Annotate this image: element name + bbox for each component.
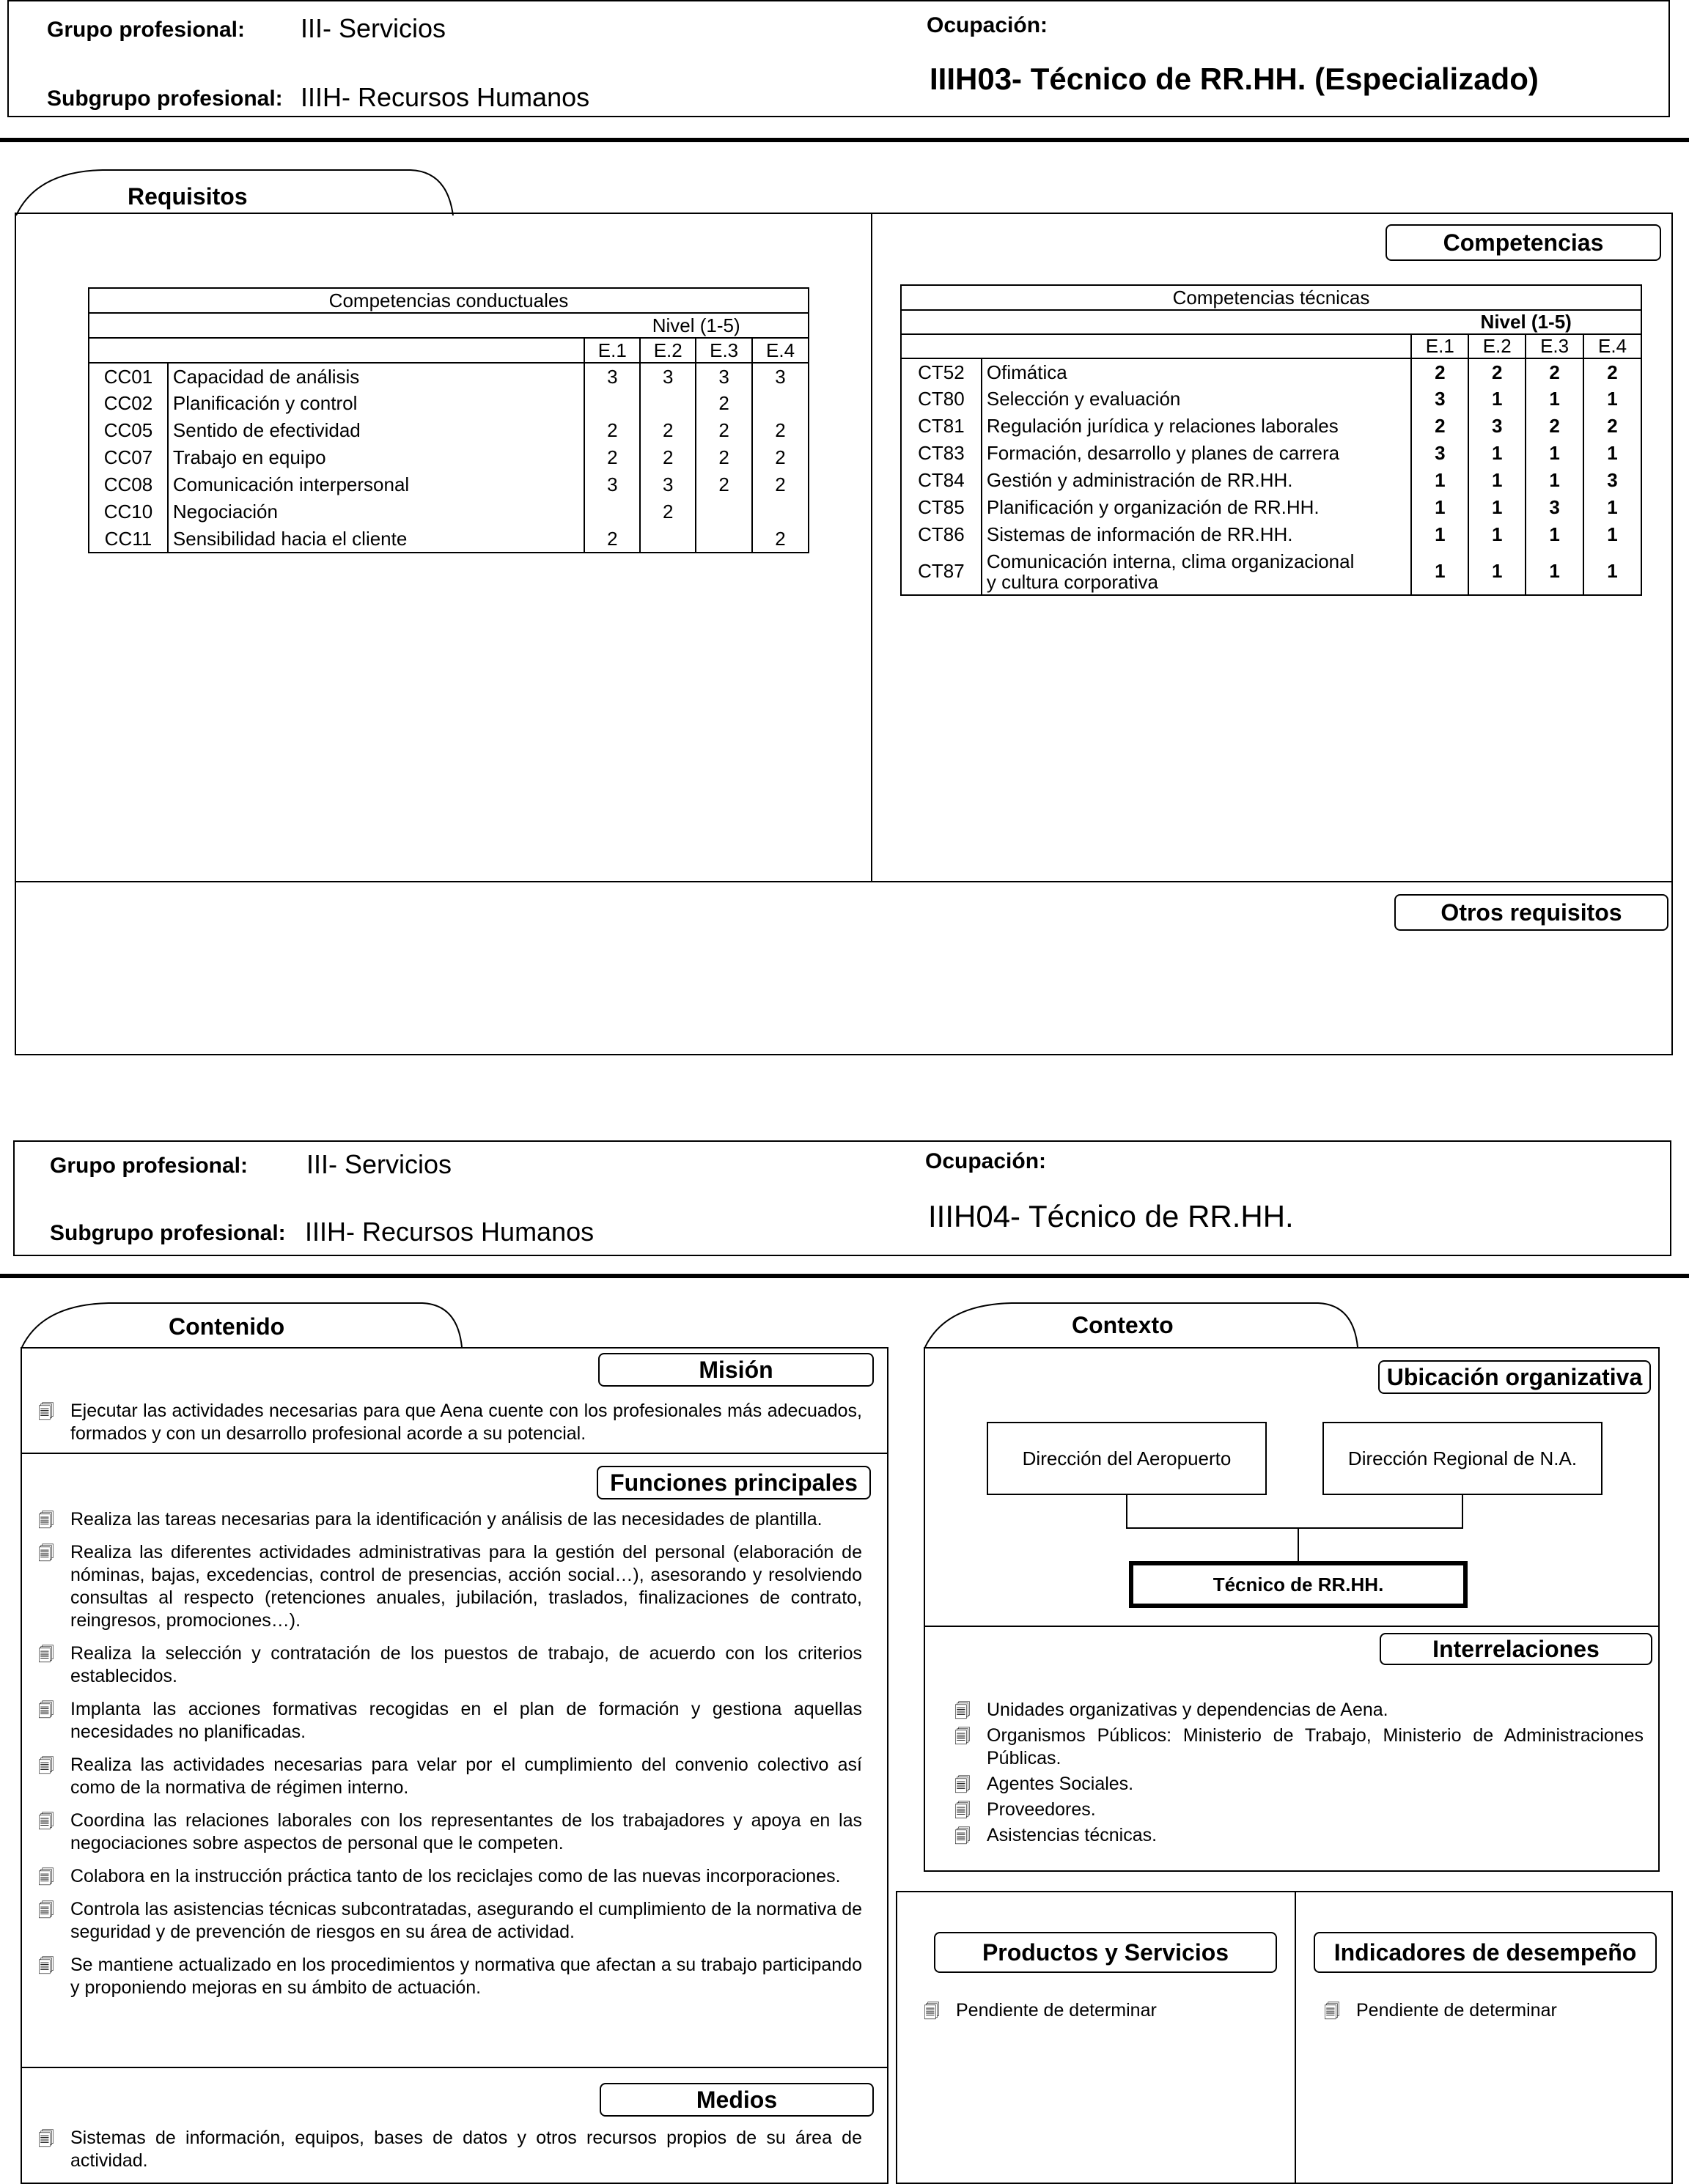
- list-item: Implanta las acciones formativas recogidas en el plan de formación y gestiona aquellas necesidades no planificadas.: [70, 1699, 862, 1742]
- bullet-icon: 🗐: [954, 1728, 971, 1746]
- col-e3: E.3: [1526, 334, 1583, 358]
- level-cell: 1: [1526, 385, 1583, 413]
- competency-name: Sentido de efectividad: [168, 417, 584, 444]
- level-cell: 3: [752, 363, 809, 390]
- level-cell: 2: [752, 417, 809, 444]
- competency-name: Trabajo en equipo: [168, 444, 584, 471]
- productos-divider: [1295, 1891, 1296, 2184]
- level-cell: 2: [696, 444, 752, 471]
- level-cell: 2: [696, 390, 752, 417]
- level-cell: 2: [752, 525, 809, 553]
- grupo-label: Grupo profesional:: [50, 1154, 248, 1178]
- level-cell: 2: [1411, 358, 1468, 385]
- level-cell: [696, 498, 752, 525]
- competency-name: Capacidad de análisis: [168, 363, 584, 390]
- subgrupo-label: Subgrupo profesional:: [47, 86, 283, 111]
- col-e2: E.2: [640, 338, 696, 363]
- conductuales-title: Competencias conductuales: [89, 288, 809, 313]
- org-bottom-box: Técnico de RR.HH.: [1129, 1561, 1468, 1608]
- ubicacion-label: Ubicación organizativa: [1378, 1360, 1651, 1394]
- table-row: [89, 363, 809, 390]
- level-cell: 1: [1468, 385, 1526, 413]
- org-connector: [1298, 1527, 1299, 1563]
- competency-name-line: Comunicación interna, clima organizacional: [986, 550, 1355, 572]
- level-cell: 2: [584, 444, 640, 471]
- table-row: [89, 417, 809, 444]
- list-item: Se mantiene actualizado en los procedimientos y normativa que afectan a su trabajo participando y proponiendo mejoras en su ámbito de actuación.: [70, 1955, 862, 1998]
- level-cell: [640, 390, 696, 417]
- bullet-icon: 🗐: [954, 1828, 971, 1846]
- subgrupo-label: Subgrupo profesional:: [50, 1221, 286, 1245]
- competency-name: Negociación: [168, 498, 584, 525]
- conductuales-table: [88, 287, 809, 553]
- competency-code: CT87: [901, 548, 982, 595]
- level-cell: 3: [640, 363, 696, 390]
- list-item: Proveedores.: [987, 1799, 1096, 1820]
- level-cell: 1: [1468, 467, 1526, 494]
- competency-code: CT86: [901, 521, 982, 548]
- contexto-divider: [924, 1626, 1660, 1627]
- ocupacion-label: Ocupación:: [925, 1149, 1047, 1173]
- contenido-tab: Contenido: [169, 1313, 285, 1340]
- level-cell: [584, 498, 640, 525]
- competency-code: CC08: [89, 471, 168, 498]
- list-item: Realiza las tareas necesarias para la identificación y análisis de las necesidades de plantilla.: [70, 1509, 823, 1530]
- bullet-icon: 🗐: [38, 2130, 54, 2149]
- list-item: Asistencias técnicas.: [987, 1825, 1158, 1845]
- level-cell: 1: [1583, 440, 1641, 467]
- level-cell: 1: [1583, 385, 1641, 413]
- level-cell: 2: [1411, 413, 1468, 440]
- level-cell: 3: [584, 471, 640, 498]
- table-row: [901, 521, 1641, 548]
- list-item: Pendiente de determinar: [956, 2000, 1157, 2021]
- level-cell: 3: [696, 363, 752, 390]
- tecnicas-nivel: Nivel (1-5): [1411, 310, 1641, 334]
- level-cell: [640, 525, 696, 553]
- productos-label: Productos y Servicios: [934, 1932, 1277, 1973]
- medios-label: Medios: [600, 2083, 874, 2117]
- table-row: [901, 467, 1641, 494]
- funciones-divider: [21, 2067, 888, 2068]
- competency-name: Gestión y administración de RR.HH.: [982, 467, 1411, 494]
- table-row: [89, 525, 809, 553]
- table-row: [89, 471, 809, 498]
- bullet-icon: 🗐: [38, 1512, 54, 1530]
- level-cell: 2: [640, 417, 696, 444]
- level-cell: 2: [1583, 413, 1641, 440]
- competency-name: [982, 548, 1411, 595]
- bullet-icon: 🗐: [38, 1902, 54, 1920]
- ocupacion-value: IIIH04- Técnico de RR.HH.: [928, 1199, 1294, 1233]
- list-item: Ejecutar las actividades necesarias para que Aena cuente con los profesionales más adecuados, formados y con un desarrollo profesional acorde a su potencial.: [70, 1401, 862, 1444]
- competency-name: Comunicación interpersonal: [168, 471, 584, 498]
- grupo-value: III- Servicios: [306, 1149, 452, 1179]
- funciones-label: Funciones principales: [597, 1466, 871, 1499]
- competency-name: Sistemas de información de RR.HH.: [982, 521, 1411, 548]
- org-connector: [1462, 1495, 1463, 1529]
- competency-code: CC07: [89, 444, 168, 471]
- requisitos-divider-v: [871, 213, 872, 881]
- level-cell: 3: [584, 363, 640, 390]
- competency-name: Planificación y organización de RR.HH.: [982, 494, 1411, 521]
- bullet-icon: 🗐: [38, 1545, 54, 1563]
- level-cell: 1: [1411, 521, 1468, 548]
- level-cell: 1: [1526, 521, 1583, 548]
- list-item: Organismos Públicos: Ministerio de Trabajo, Ministerio de Administraciones Públicas.: [987, 1725, 1644, 1768]
- competency-name: Formación, desarrollo y planes de carrera: [982, 440, 1411, 467]
- level-cell: 1: [1583, 548, 1641, 595]
- competency-name: Regulación jurídica y relaciones laborales: [982, 413, 1411, 440]
- indicadores-label: Indicadores de desempeño: [1314, 1932, 1657, 1973]
- table-row: [901, 413, 1641, 440]
- list-item: Controla las asistencias técnicas subcontratadas, asegurando el cumplimiento de la normativa de seguridad y de prevención de riesgos en su área de actividad.: [70, 1899, 862, 1942]
- level-cell: [752, 390, 809, 417]
- requisitos-divider-h: [15, 881, 1673, 882]
- grupo-value: III- Servicios: [301, 13, 446, 43]
- competency-name: Sensibilidad hacia el cliente: [168, 525, 584, 553]
- divider: [0, 1274, 1689, 1278]
- level-cell: 1: [1411, 494, 1468, 521]
- bullet-icon: 🗐: [954, 1777, 971, 1795]
- tecnicas-table: [900, 284, 1642, 596]
- col-e3: E.3: [696, 338, 752, 363]
- list-item: Agentes Sociales.: [987, 1774, 1134, 1794]
- bullet-icon: 🗐: [38, 1869, 54, 1887]
- col-e2: E.2: [1468, 334, 1526, 358]
- org-connector: [1126, 1527, 1463, 1529]
- table-row: [901, 548, 1641, 595]
- bullet-icon: 🗐: [1324, 2003, 1340, 2021]
- competency-code: CC10: [89, 498, 168, 525]
- level-cell: 1: [1583, 494, 1641, 521]
- mision-divider: [21, 1453, 888, 1454]
- bullet-icon: 🗐: [38, 1702, 54, 1720]
- bullet-icon: 🗐: [38, 1646, 54, 1664]
- ocupacion-value: IIIH03- Técnico de RR.HH. (Especializado): [930, 62, 1539, 96]
- competencias-label: Competencias: [1386, 224, 1661, 261]
- table-row: [901, 440, 1641, 467]
- level-cell: 1: [1526, 467, 1583, 494]
- level-cell: 3: [1411, 385, 1468, 413]
- level-cell: 1: [1468, 494, 1526, 521]
- table-row: [89, 444, 809, 471]
- level-cell: 2: [584, 525, 640, 553]
- level-cell: 1: [1411, 467, 1468, 494]
- level-cell: 3: [1411, 440, 1468, 467]
- level-cell: 1: [1411, 548, 1468, 595]
- list-item: Sistemas de información, equipos, bases de datos y otros recursos propios de su área de actividad.: [70, 2128, 862, 2171]
- list-item: Realiza las actividades necesarias para velar por el cumplimiento del convenio colectivo así como de la normativa de régimen interno.: [70, 1755, 862, 1798]
- level-cell: 3: [1468, 413, 1526, 440]
- competency-name: Planificación y control: [168, 390, 584, 417]
- competency-code: CT83: [901, 440, 982, 467]
- level-cell: [584, 390, 640, 417]
- level-cell: 2: [752, 471, 809, 498]
- interrelaciones-label: Interrelaciones: [1380, 1633, 1652, 1665]
- col-e4: E.4: [1583, 334, 1641, 358]
- requisitos-tab: Requisitos: [128, 183, 248, 210]
- competency-name: Selección y evaluación: [982, 385, 1411, 413]
- bullet-icon: 🗐: [38, 1813, 54, 1831]
- level-cell: 2: [1526, 358, 1583, 385]
- col-e1: E.1: [584, 338, 640, 363]
- list-item: Realiza la selección y contratación de los puestos de trabajo, de acuerdo con los criterios establecidos.: [70, 1643, 862, 1686]
- table-row: [901, 494, 1641, 521]
- level-cell: 2: [584, 417, 640, 444]
- level-cell: 2: [696, 471, 752, 498]
- level-cell: 2: [696, 417, 752, 444]
- bullet-icon: 🗐: [38, 1403, 54, 1422]
- list-item: Realiza las diferentes actividades administrativas para la gestión del personal (elaboración de nóminas, bajas, excedencias, control de presencias, acción social…), asesorando y resolviendo consultas al respecto (retenciones anuales, jubilación, traslados, finalizaciones de contrato, reingresos, promociones…).: [70, 1542, 862, 1631]
- list-item: Coordina las relaciones laborales con los representantes de los trabajadores y apoya en las negociaciones sobre aspectos de personal que le competen.: [70, 1810, 862, 1853]
- bullet-icon: 🗐: [38, 1757, 54, 1776]
- org-right-box: Dirección Regional de N.A.: [1322, 1422, 1602, 1495]
- grupo-label: Grupo profesional:: [47, 18, 245, 42]
- bullet-icon: 🗐: [954, 1702, 971, 1721]
- level-cell: 2: [640, 444, 696, 471]
- level-cell: 1: [1468, 548, 1526, 595]
- contexto-tab: Contexto: [1072, 1312, 1174, 1338]
- table-row: [89, 390, 809, 417]
- otros-requisitos-label: Otros requisitos: [1394, 894, 1668, 931]
- level-cell: 2: [1468, 358, 1526, 385]
- competency-code: CC05: [89, 417, 168, 444]
- divider: [0, 138, 1689, 142]
- competency-code: CT52: [901, 358, 982, 385]
- level-cell: 1: [1526, 440, 1583, 467]
- level-cell: [696, 525, 752, 553]
- bullet-icon: 🗐: [954, 1802, 971, 1820]
- org-connector: [1126, 1495, 1127, 1529]
- competency-code: CC01: [89, 363, 168, 390]
- level-cell: 2: [640, 498, 696, 525]
- level-cell: 1: [1583, 521, 1641, 548]
- competency-name-line: y cultura corporativa: [986, 570, 1158, 593]
- competency-name: Ofimática: [982, 358, 1411, 385]
- level-cell: 2: [1526, 413, 1583, 440]
- table-row: [901, 385, 1641, 413]
- table-row: [901, 358, 1641, 385]
- conductuales-nivel: Nivel (1-5): [584, 313, 809, 338]
- level-cell: 1: [1526, 548, 1583, 595]
- list-item: Pendiente de determinar: [1356, 2000, 1557, 2021]
- competency-code: CT81: [901, 413, 982, 440]
- level-cell: 2: [752, 444, 809, 471]
- level-cell: 3: [1583, 467, 1641, 494]
- tecnicas-title: Competencias técnicas: [901, 285, 1641, 310]
- level-cell: 3: [1526, 494, 1583, 521]
- subgrupo-value: IIIH- Recursos Humanos: [301, 82, 590, 112]
- mision-label: Misión: [598, 1353, 874, 1387]
- competency-code: CT84: [901, 467, 982, 494]
- subgrupo-value: IIIH- Recursos Humanos: [305, 1217, 595, 1247]
- ocupacion-label: Ocupación:: [927, 13, 1048, 37]
- competency-code: CT85: [901, 494, 982, 521]
- list-item: Colabora en la instrucción práctica tanto de los reciclajes como de las nuevas incorporaciones.: [70, 1866, 841, 1886]
- level-cell: [752, 498, 809, 525]
- level-cell: 1: [1468, 521, 1526, 548]
- org-left-box: Dirección del Aeropuerto: [987, 1422, 1267, 1495]
- competency-code: CT80: [901, 385, 982, 413]
- level-cell: 1: [1468, 440, 1526, 467]
- competency-code: CC11: [89, 525, 168, 553]
- bullet-icon: 🗐: [924, 2003, 940, 2021]
- col-e4: E.4: [752, 338, 809, 363]
- table-row: [89, 498, 809, 525]
- competency-code: CC02: [89, 390, 168, 417]
- bullet-icon: 🗐: [38, 1958, 54, 1976]
- level-cell: 3: [640, 471, 696, 498]
- col-e1: E.1: [1411, 334, 1468, 358]
- level-cell: 2: [1583, 358, 1641, 385]
- list-item: Unidades organizativas y dependencias de Aena.: [987, 1700, 1388, 1720]
